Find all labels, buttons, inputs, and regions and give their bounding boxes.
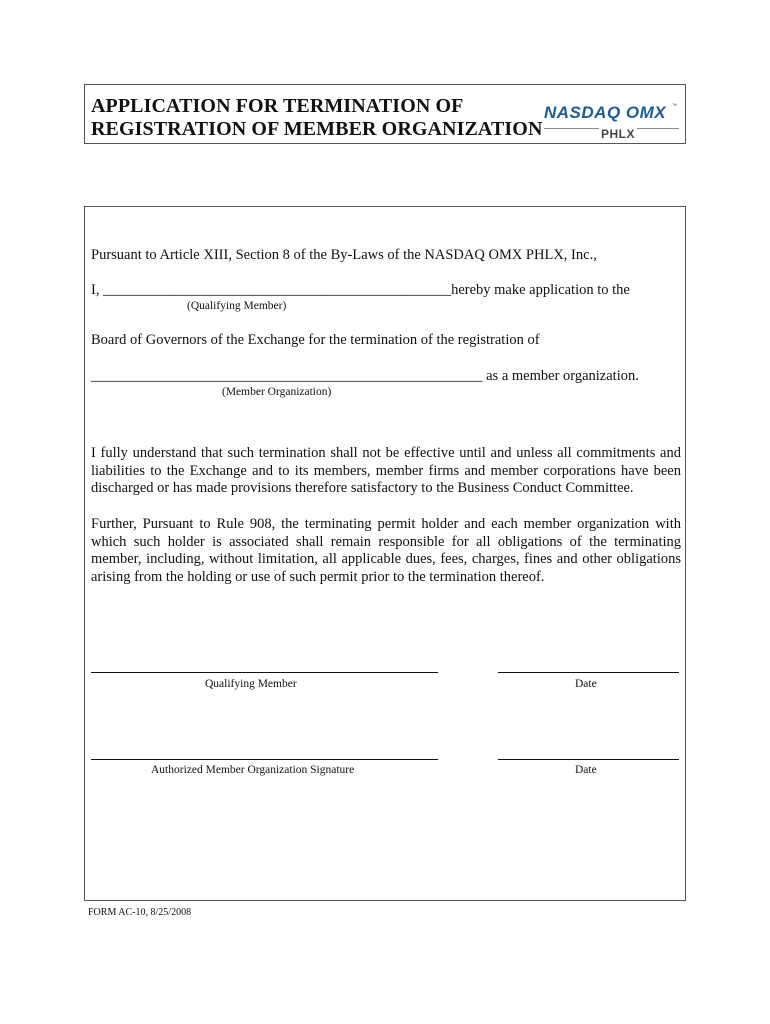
- logo-trademark: ™: [672, 103, 677, 109]
- acknowledgement-paragraph: I fully understand that such termination shall not be effective until and unless all commitments and liabilities to the Exchange and to its members, member firms and member corporations have been discharged or has made provisions therefore satisfactory to the Business Conduct Committee.: [91, 445, 681, 497]
- authorized-date-label: Date: [575, 764, 597, 776]
- logo-main-text: NASDAQ OMX: [544, 103, 667, 122]
- intro-text: Pursuant to Article XIII, Section 8 of the By-Laws of the NASDAQ OMX PHLX, Inc.,: [91, 247, 597, 263]
- authorized-date-line[interactable]: [498, 759, 679, 760]
- member-organization-caption: (Member Organization): [222, 386, 332, 398]
- member-organization-field[interactable]: ______________________________________________________ as a member organization.: [91, 368, 639, 384]
- title-line-2: REGISTRATION OF MEMBER ORGANIZATION: [91, 118, 543, 140]
- rule-908-paragraph: Further, Pursuant to Rule 908, the terminating permit holder and each member organization with which such holder is associated shall remain responsible for all obligations of the terminating member, including, without limitation, all applicable dues, fees, charges, fines and other obligations arising from the holding or use of such permit prior to the termination thereof.: [91, 516, 681, 585]
- qualifying-member-caption: (Qualifying Member): [187, 300, 287, 312]
- qualifying-member-date-line[interactable]: [498, 672, 679, 673]
- authorized-signature-line[interactable]: [91, 759, 438, 760]
- qualifying-member-field[interactable]: I, ________________________________________________hereby make application to the: [91, 282, 630, 298]
- form-footer-id: FORM AC-10, 8/25/2008: [88, 907, 192, 918]
- page-title: [91, 95, 543, 141]
- authorized-signature-label: Authorized Member Organization Signature: [151, 764, 355, 776]
- header-box: [84, 84, 686, 144]
- title-line-1: APPLICATION FOR TERMINATION OF: [91, 95, 464, 117]
- board-text: Board of Governors of the Exchange for the termination of the registration of: [91, 332, 540, 348]
- logo-sub-text: PHLX: [601, 127, 636, 141]
- qualifying-member-date-label: Date: [575, 678, 597, 690]
- application-form: [84, 206, 686, 901]
- nasdaq-omx-phlx-logo: [544, 103, 679, 143]
- qualifying-member-label: Qualifying Member: [205, 678, 297, 690]
- qualifying-member-signature-line[interactable]: [91, 672, 438, 673]
